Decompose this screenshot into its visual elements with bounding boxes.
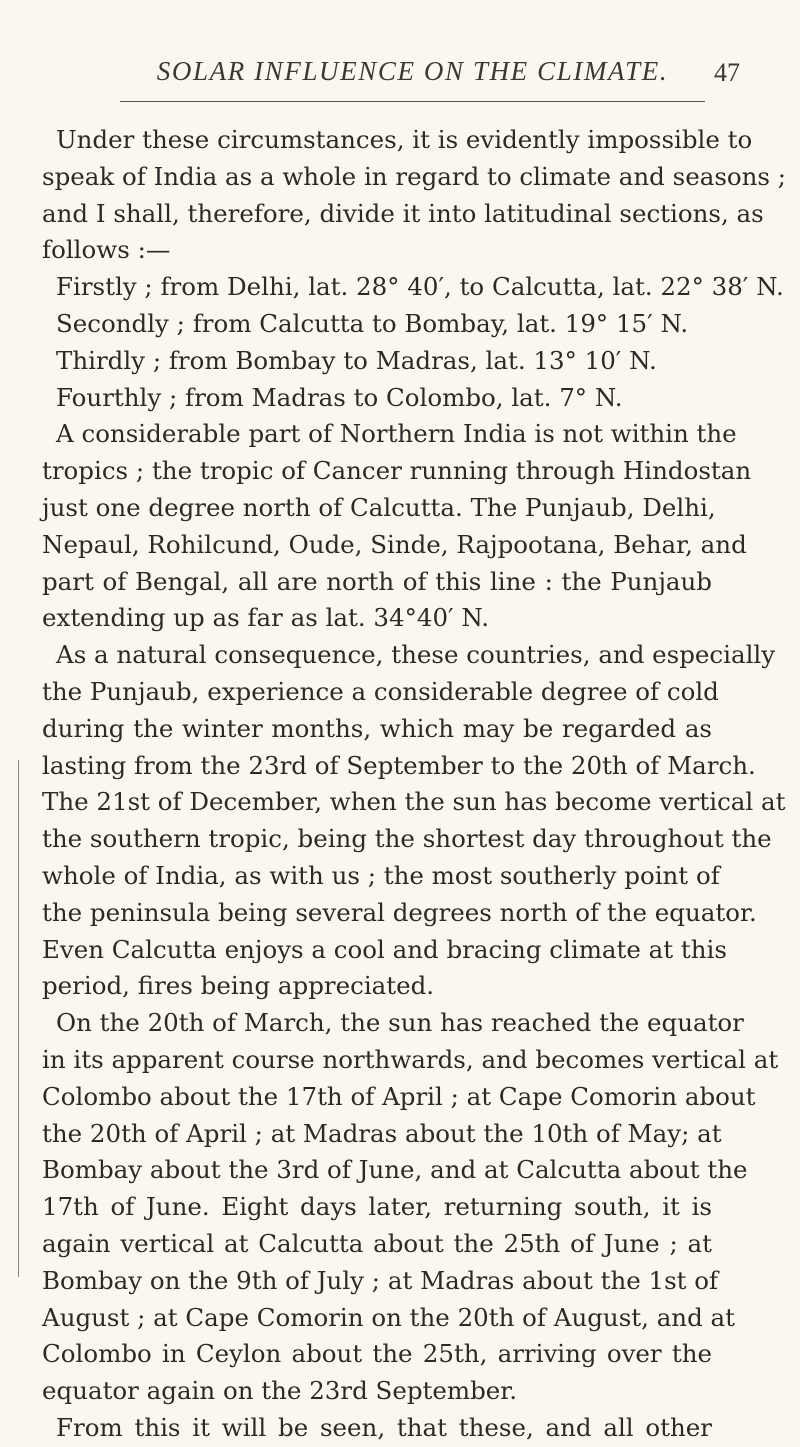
text-line: From this it will be seen, that these, and all other [56, 1412, 712, 1442]
text-line: the peninsula being several degrees north of the equator. [42, 897, 757, 927]
text-line: in its apparent course northwards, and becomes vertical at [42, 1044, 779, 1074]
text-line: speak of India as a whole in regard to climate and seasons ; [42, 161, 787, 191]
text-line: Colombo about the 17th of April ; at Cape Comorin about [42, 1081, 756, 1111]
running-title: SOLAR INFLUENCE ON THE CLIMATE. [156, 56, 669, 86]
text-line: Colombo in Ceylon about the 25th, arriving over the [42, 1339, 712, 1369]
text-line: Under these circumstances, it is evidently impossible to [56, 125, 753, 154]
text-line: whole of India, as with us ; the most southerly point of [42, 860, 720, 890]
text-line: lasting from the 23rd of September to the 20th of March. [42, 750, 756, 780]
text-line: period, fires being appreciated. [42, 971, 435, 1001]
text-line: 17th of June. Eight days later, returning south, it is [42, 1192, 712, 1222]
text-line: As a natural consequence, these countries, and especially [56, 640, 776, 670]
text-line: extending up as far as lat. 34°40′ N. [42, 603, 490, 633]
text-line: Fourthly ; from Madras to Colombo, lat. 7° N. [56, 382, 623, 412]
text-line: Thirdly ; from Bombay to Madras, lat. 13° 10′ N. [56, 345, 657, 375]
text-line: Bombay on the 9th of July ; at Madras about the 1st of [42, 1265, 719, 1295]
page-number: 47 [714, 58, 740, 87]
text-line: just one degree north of Calcutta. The Punjaub, Delhi, [42, 492, 716, 522]
text-line: On the 20th of March, the sun has reached the equator [56, 1008, 744, 1038]
text-line: part of Bengal, all are north of this line : the Punjaub [42, 566, 712, 596]
running-head [120, 56, 740, 96]
text-line: during the winter months, which may be regarded as [42, 713, 712, 743]
header-rule [120, 101, 705, 102]
page-edge-line [18, 760, 19, 1277]
text-line: August ; at Cape Comorin on the 20th of August, and at [42, 1302, 735, 1332]
text-line: Firstly ; from Delhi, lat. 28° 40′, to Calcutta, lat. 22° 38′ N. [56, 272, 784, 302]
text-line: again vertical at Calcutta about the 25th of June ; at [42, 1228, 712, 1258]
text-line: and I shall, therefore, divide it into latitudinal sections, as [42, 198, 764, 228]
text-line: the southern tropic, being the shortest day throughout the [42, 824, 772, 854]
text-line: tropics ; the tropic of Cancer running through Hindostan [42, 456, 752, 486]
text-line: Secondly ; from Calcutta to Bombay, lat. 19° 15′ N. [56, 308, 689, 338]
text-line: Even Calcutta enjoys a cool and bracing climate at this [42, 934, 727, 964]
text-line: equator again on the 23rd September. [42, 1376, 518, 1406]
text-line: the 20th of April ; at Madras about the 10th of May; at [42, 1118, 722, 1148]
body-text [42, 122, 787, 1447]
text-line: the Punjaub, experience a considerable degree of cold [42, 676, 719, 706]
text-line: Bombay about the 3rd of June, and at Calcutta about the [42, 1155, 748, 1185]
text-line: Nepaul, Rohilcund, Oude, Sinde, Rajpootana, Behar, and [42, 529, 747, 559]
text-line: The 21st of December, when the sun has become vertical at [42, 787, 786, 817]
text-line: A considerable part of Northern India is not within the [56, 419, 737, 449]
text-line: follows :— [42, 235, 171, 265]
